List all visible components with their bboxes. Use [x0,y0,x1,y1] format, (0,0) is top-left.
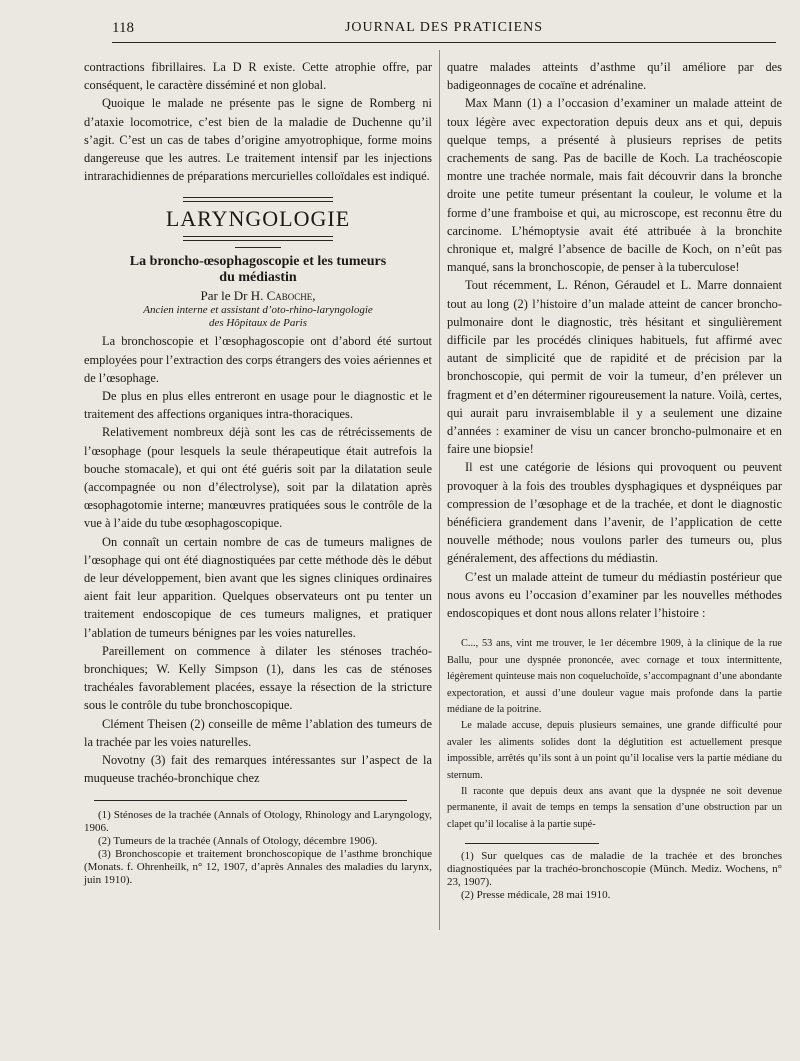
column-divider [439,50,440,930]
footnote-rule [465,843,599,844]
byline [84,288,432,304]
body-paragraph: On connaît un certain nombre de cas de tumeurs malignes de l’œsophage qui ont été diagnostiquées par cette méthode dès le début de leur développement, bien avant que les signes cliniques ordinaires aient fait leur apparition. Quelques observateurs ont pu tenter un traitement endoscopique de ces tumeurs malignes, et pratiquer l’ablation de tumeurs bénignes par les voies naturelles. [84,534,432,640]
section-title: LARYNGOLOGIE [165,206,351,232]
body-paragraph: Relativement nombreux déjà sont les cas de rétrécissements de l’œsophage (pour lesquels la seule thérapeutique était autrefois la bouche stomacale), et qui ont été guéris soit par la dilatation seule (accompagnée ou non d’électrolyse), soit par la dilatation après œsophagotomie interne; manœuvres pratiquées sous le contrôle de la vue à l’aide du tube œsophagoscopique. [84,425,432,531]
footnote: (1) Sténoses de la trachée (Annals of Otology, Rhinology and Laryngology, 1906. [84,808,432,834]
journal-title: JOURNAL DES PRATICIENS [344,20,544,35]
article-title-line: La broncho-œsophagoscopie et les tumeurs [129,254,387,270]
footnote-rule [94,800,407,801]
body-paragraph: Tout récemment, L. Rénon, Géraudel et L. Marre donnaient tout au long (2) l’histoire d’un malade atteint de cancer broncho-pulmonaire dont le diagnostic, très hésitant et singulièrement difficile par les procédés cliniques habituels, fut affirmé avec autant de simplicité que de rapidité et de précision par la bronchoscopie, qui permit de voir la tumeur, d’en prélever un fragment et d’en déterminer rigoureusement la nature. Voilà, certes, qui aurait paru invraisemblable il y a seulement une dizaine d’années : examiner de visu un cancer broncho-pulmonaire et en faire une biopsie! [447,278,782,457]
footnote: (3) Bronchoscopie et traitement bronchoscopique de l’asthme bronchique (Monats. f. Ohrenheilk, n° 12, 1907, d’après Annales des maladies du larynx, juin 1910). [84,847,432,886]
case-paragraph: Il raconte que depuis deux ans avant que la dyspnée ne soit devenue permanente, il avait de temps en temps la sensation d’une obstruction par un clapet qu’il localise à la partie supé- [447,785,782,830]
body-paragraph: De plus en plus elles entreront en usage pour le diagnostic et le traitement des affections organiques intra-thoraciques. [84,389,432,422]
byline-prefix: Par le Dr [200,288,248,304]
title-rule [235,247,281,248]
body-paragraph: Clément Theisen (2) conseille de même l’ablation des tumeurs de la trachée par les voies naturelles. [84,716,432,749]
body-paragraph: La bronchoscopie et l’œsophagoscopie ont d’abord été surtout employées pour l’extraction des corps étrangers des voies aériennes et de l’œsophage. [84,334,432,385]
case-report [447,636,782,833]
body-paragraph: Max Mann (1) a l’occasion d’examiner un malade atteint de toux légère avec expectoration depuis deux ans et qui, depuis quelque temps, a présenté à plusieurs reprises de petits crachements de sang. Pas de bacille de Koch. La trachéoscopie montre une trachée normale, mais fait découvrir dans la bronche droite une petite tumeur présentant la couleur, le volume et la forme d’une framboise et qui, au microscope, est reconnu être du carcinome. L’hémoptysie avait été attribuée à la bronchite chronique et, malgré l’absence de bacille de Koch, on n’eût pas manqué, sans la bronchoscopie, de penser à la tuberculose! [447,96,782,275]
body-paragraph: Pareillement on commence à dilater les sténoses trachéo-bronchiques; W. Kelly Simpson (1), dans les cas de sténoses trachéales favorablement placées, essaye la résection de la stricture sous le contrôle du tube bronchoscopique. [84,643,432,713]
intro-paragraph: Quoique le malade ne présente pas le signe de Romberg ni d’ataxie locomotrice, c’est bien de la maladie de Duchenne qu’il s’agit. C’est un cas de tabes d’origine amyotrophique, forme moins dangereuse que les autres. Le traitement intensif par les injections intrarachidiennes de préparations mercurielles colloïdales est indiqué. [84,96,432,184]
footnote: (1) Sur quelques cas de maladie de la trachée et des bronches diagnostiquées par la trachéo-bronchoscopie (Münch. Mediz. Wochens, n° 23, 1907). [447,850,782,889]
footnote: (2) Tumeurs de la trachée (Annals of Otology, décembre 1906). [98,834,378,847]
article-title [84,254,432,286]
intro-paragraph: contractions fibrillaires. La D R existe. Cette atrophie offre, par conséquent, le caractère disséminé et non global. [84,60,432,93]
footnote: (2) Presse médicale, 28 mai 1910. [461,889,611,902]
case-paragraph: Le malade accuse, depuis plusieurs semaines, une grande difficulté pour avaler les aliments solides dont la déglutition est actuellement presque impossible, arrêtés qu’ils sont à un point qu’il localise vers la partie médiane du sternum. [447,720,782,781]
left-column [84,58,432,887]
page-header [112,16,776,43]
affiliation-line: Ancien interne et assistant d’oto-rhino-laryngologie [143,304,373,317]
page-number: 118 [112,20,134,36]
article-title-line: du médiastin [219,270,297,286]
body-paragraph: Novotny (3) fait des remarques intéressantes sur l’aspect de la muqueuse trachéo-bronchique chez [84,753,432,786]
byline-author: H. Caboche, [250,288,316,304]
body-paragraph: C’est un malade atteint de tumeur du médiastin postérieur que nous avons eu l’occasion d’examiner par les nouvelles méthodes endoscopiques et dont nous allons relater l’histoire : [447,569,782,621]
author-affiliation [84,304,432,330]
affiliation-line: des Hôpitaux de Paris [208,317,308,330]
footnotes-left [84,809,432,887]
body-paragraph: Il est une catégorie de lésions qui provoquent ou peuvent provoquer à la fois des troubles dysphagiques et dyspnéiques par compression de l’œsophage et de la trachée, et dont le diagnostic bénéficiera grandement dans l’avenir, de l’application de cette nouvelle méthode; nous voulons parler des tumeurs ou, plus généralement, des affections du médiastin. [447,460,782,566]
section-heading [84,197,432,241]
body-paragraph: quatre malades atteints d’asthme qu’il améliore par des badigeonnages de cocaïne et adrénaline. [447,60,782,93]
case-paragraph: C..., 53 ans, vint me trouver, le 1er décembre 1909, à la clinique de la rue Ballu, pour une dyspnée prononcée, avec cornage et toux intermittente, légèrement quinteuse mais non coqueluchoïde, s’accompagnant d’une abondante expectoration, et aussi d’une douleur vague mais profonde dans la partie médiane de la poitrine. [447,638,782,715]
right-column [447,58,782,902]
footnotes-right [447,850,782,902]
section-rule-bottom [183,236,333,241]
